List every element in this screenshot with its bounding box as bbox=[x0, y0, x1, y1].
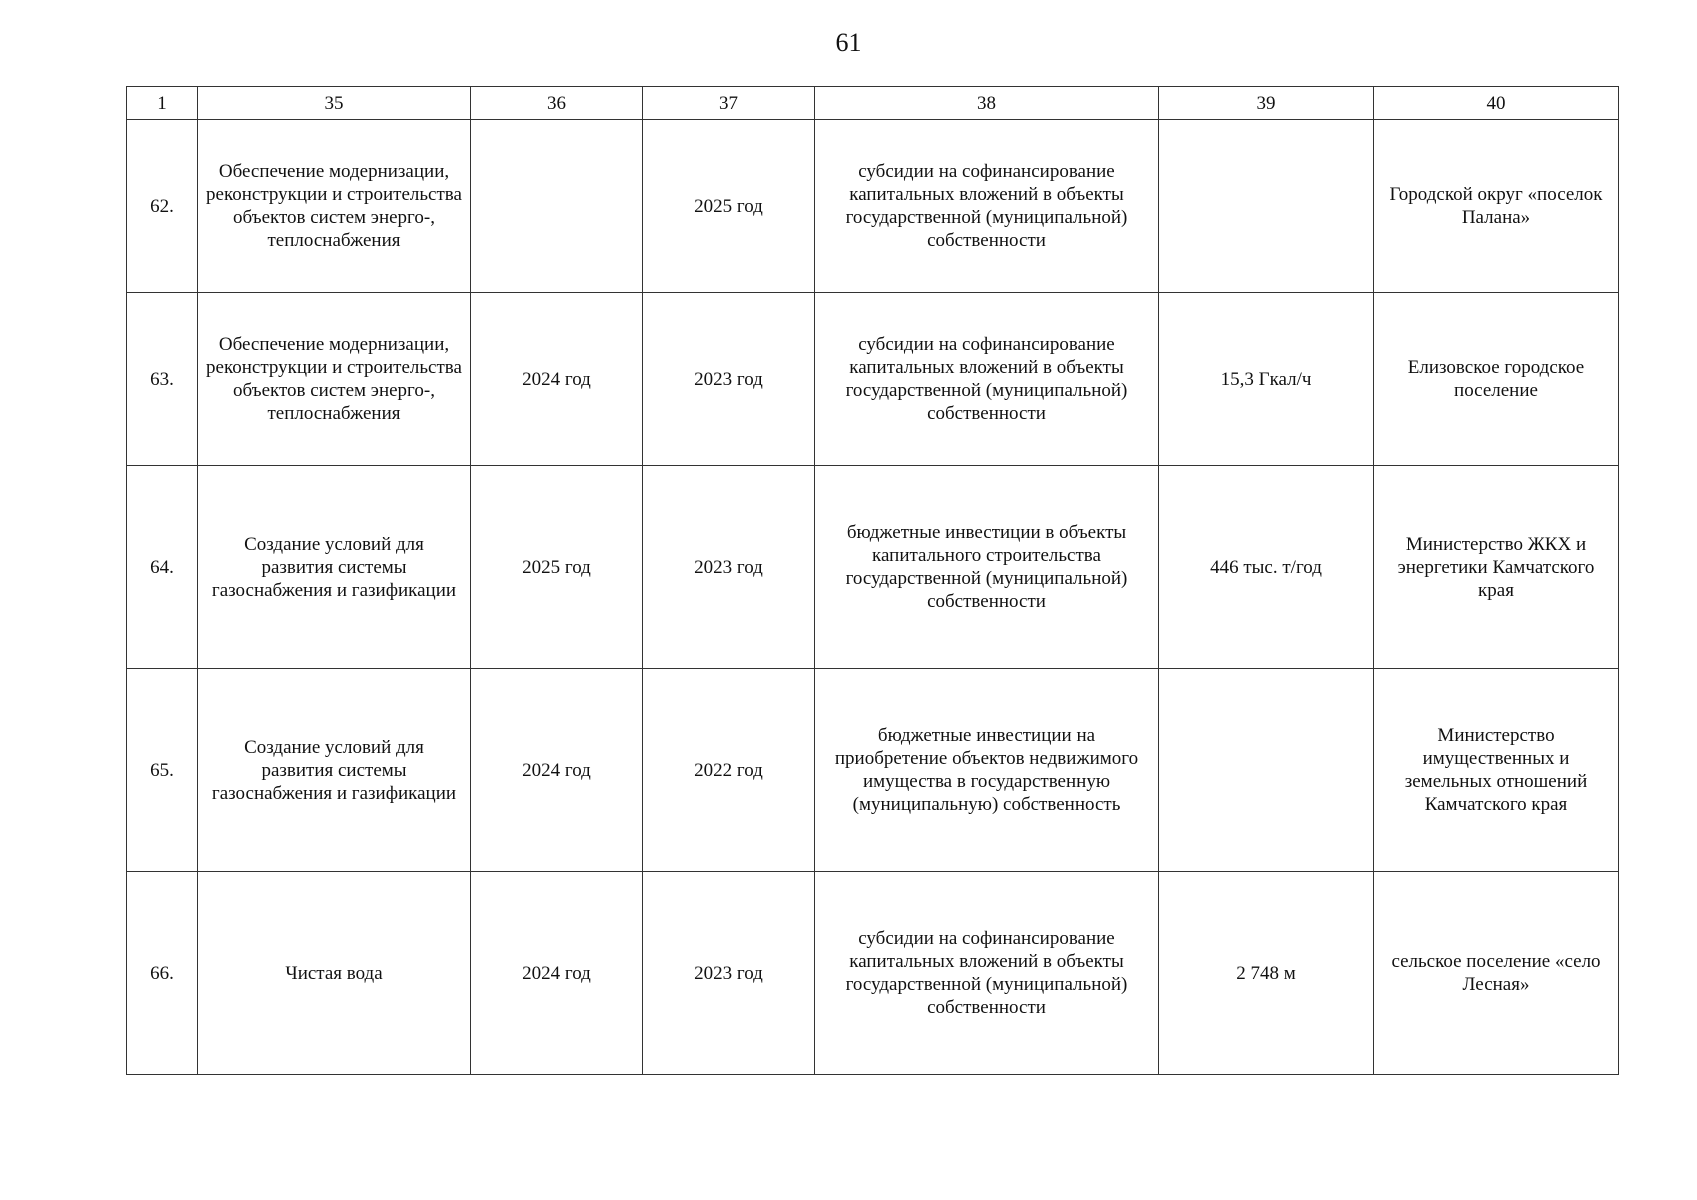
cell: 2024 год bbox=[471, 293, 643, 466]
column-header: 38 bbox=[815, 87, 1159, 120]
cell: Елизовское городское поселение bbox=[1374, 293, 1619, 466]
column-header: 39 bbox=[1159, 87, 1374, 120]
cell bbox=[471, 120, 643, 293]
column-header: 35 bbox=[198, 87, 471, 120]
cell bbox=[1159, 120, 1374, 293]
cell: 15,3 Гкал/ч bbox=[1159, 293, 1374, 466]
table-row bbox=[127, 120, 1619, 293]
table-row bbox=[127, 872, 1619, 1075]
cell: 2023 год bbox=[643, 466, 815, 669]
cell: 2 748 м bbox=[1159, 872, 1374, 1075]
cell: субсидии на софинансирование капитальных вложений в объекты государственной (муниципальной) собственности bbox=[815, 293, 1159, 466]
cell: Министерство ЖКХ и энергетики Камчатского края bbox=[1374, 466, 1619, 669]
table-header-row bbox=[127, 87, 1619, 120]
table-row bbox=[127, 669, 1619, 872]
column-header: 36 bbox=[471, 87, 643, 120]
cell: Создание условий для развития системы газоснабжения и газификации bbox=[198, 669, 471, 872]
table-row bbox=[127, 466, 1619, 669]
cell: Создание условий для развития системы газоснабжения и газификации bbox=[198, 466, 471, 669]
row-number-cell: 66. bbox=[127, 872, 198, 1075]
cell: Городской округ «поселок Палана» bbox=[1374, 120, 1619, 293]
cell: бюджетные инвестиции в объекты капитального строительства государственной (муниципальной) собственности bbox=[815, 466, 1159, 669]
cell: бюджетные инвестиции на приобретение объектов недвижимого имущества в государственную (муниципальную) собственность bbox=[815, 669, 1159, 872]
cell: Обеспечение модернизации, реконструкции и строительства объектов систем энерго-, теплоснабжения bbox=[198, 120, 471, 293]
cell: 2023 год bbox=[643, 872, 815, 1075]
cell: субсидии на софинансирование капитальных вложений в объекты государственной (муниципальной) собственности bbox=[815, 120, 1159, 293]
cell: 2023 год bbox=[643, 293, 815, 466]
column-header: 1 bbox=[127, 87, 198, 120]
cell: Чистая вода bbox=[198, 872, 471, 1075]
table-row bbox=[127, 293, 1619, 466]
cell: 2024 год bbox=[471, 872, 643, 1075]
cell: 2022 год bbox=[643, 669, 815, 872]
column-header: 37 bbox=[643, 87, 815, 120]
row-number-cell: 62. bbox=[127, 120, 198, 293]
row-number-cell: 65. bbox=[127, 669, 198, 872]
cell: 2025 год bbox=[471, 466, 643, 669]
column-header: 40 bbox=[1374, 87, 1619, 120]
cell: 446 тыс. т/год bbox=[1159, 466, 1374, 669]
row-number-cell: 63. bbox=[127, 293, 198, 466]
cell: сельское поселение «село Лесная» bbox=[1374, 872, 1619, 1075]
cell: 2024 год bbox=[471, 669, 643, 872]
cell bbox=[1159, 669, 1374, 872]
cell: субсидии на софинансирование капитальных вложений в объекты государственной (муниципальной) собственности bbox=[815, 872, 1159, 1075]
cell: 2025 год bbox=[643, 120, 815, 293]
cell: Обеспечение модернизации, реконструкции и строительства объектов систем энерго-, теплоснабжения bbox=[198, 293, 471, 466]
row-number-cell: 64. bbox=[127, 466, 198, 669]
page-number: 61 bbox=[835, 28, 862, 57]
cell: Министерство имущественных и земельных отношений Камчатского края bbox=[1374, 669, 1619, 872]
data-table bbox=[126, 86, 1619, 1075]
